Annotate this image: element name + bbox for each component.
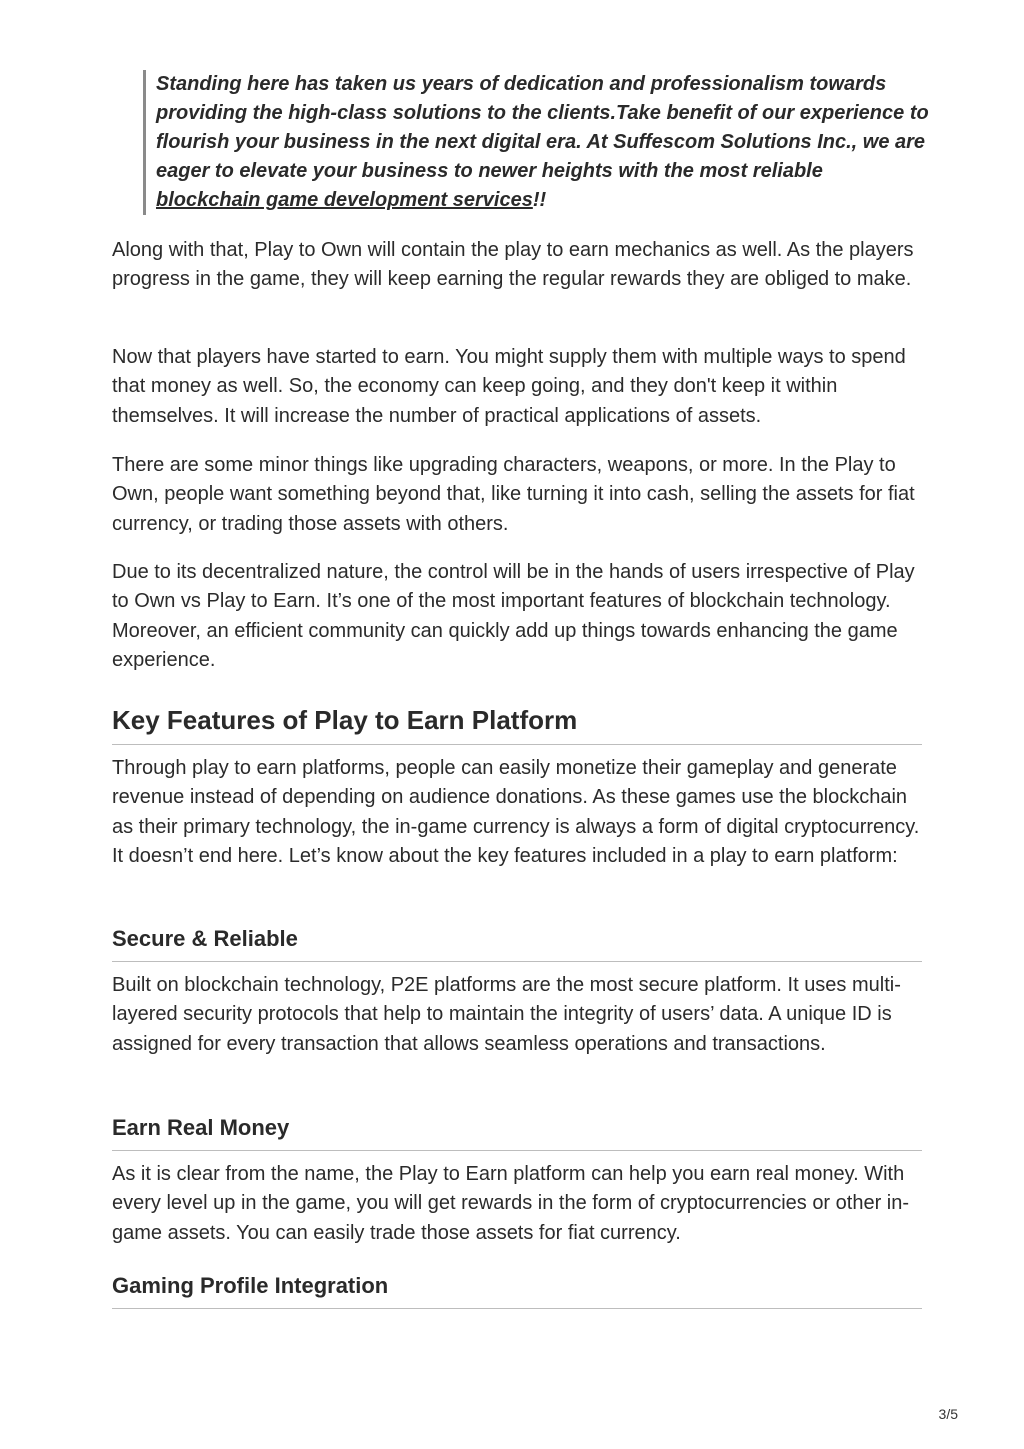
page-number: 3/5 [938, 1406, 958, 1422]
section-heading: Key Features of Play to Earn Platform [112, 705, 578, 735]
section-heading-container [112, 704, 922, 745]
quote-text: Standing here has taken us years of dedication and professionalism towards providing the high-class solutions to the clients.Take benefit of our experience to flourish your business in the next digital era. At Suffescom Solutions Inc., we are eager to elevate your business to newer heights with the most reliable [156, 73, 929, 182]
feature-body-earn-real-money: As it is clear from the name, the Play to Earn platform can help you earn real money. With every level up in the game, you will get rewards in the form of cryptocurrencies or other in-game assets. You can easily trade those assets for fiat currency. [112, 1163, 910, 1244]
paragraph-2: Now that players have started to earn. You might supply them with multiple ways to spend that money as well. So, the economy can keep going, and they don't keep it within themselves. It will increase the number of practical applications of assets. [112, 346, 906, 427]
paragraph-4: Due to its decentralized nature, the control will be in the hands of users irrespective of Play to Own vs Play to Earn. It’s one of the most important features of blockchain technology. Moreover, an efficient community can quickly add up things towards enhancing the game experience. [112, 561, 915, 671]
paragraph-3: There are some minor things like upgrading characters, weapons, or more. In the Play to Own, people want something beyond that, like turning it into cash, selling the assets for fiat currency, or trading those assets with others. [112, 454, 915, 535]
feature-heading-gaming-profile-integration: Gaming Profile Integration [112, 1273, 389, 1298]
blockchain-game-development-link[interactable]: blockchain game development services [156, 189, 533, 211]
feature-heading-earn-real-money: Earn Real Money [112, 1115, 290, 1140]
feature-heading-container-1 [112, 925, 922, 962]
feature-heading-container-2 [112, 1114, 922, 1151]
quote-text-end: !! [532, 189, 547, 211]
feature-body-secure-reliable: Built on blockchain technology, P2E platforms are the most secure platform. It uses multi-layered security protocols that help to maintain the integrity of users’ data. A unique ID is assigned for every transaction that allows seamless operations and transactions. [112, 974, 901, 1055]
feature-heading-secure-reliable: Secure & Reliable [112, 926, 298, 951]
quote-block [143, 70, 931, 215]
paragraph-1: Along with that, Play to Own will contain the play to earn mechanics as well. As the players progress in the game, they will keep earning the regular rewards they are obliged to make. [112, 239, 914, 291]
feature-heading-container-3 [112, 1272, 922, 1309]
section-intro: Through play to earn platforms, people can easily monetize their gameplay and generate revenue instead of depending on audience donations. As these games use the blockchain as their primary technology, the in-game currency is always a form of digital cryptocurrency. It doesn’t end here. Let’s know about the key features included in a play to earn platform: [112, 757, 920, 867]
